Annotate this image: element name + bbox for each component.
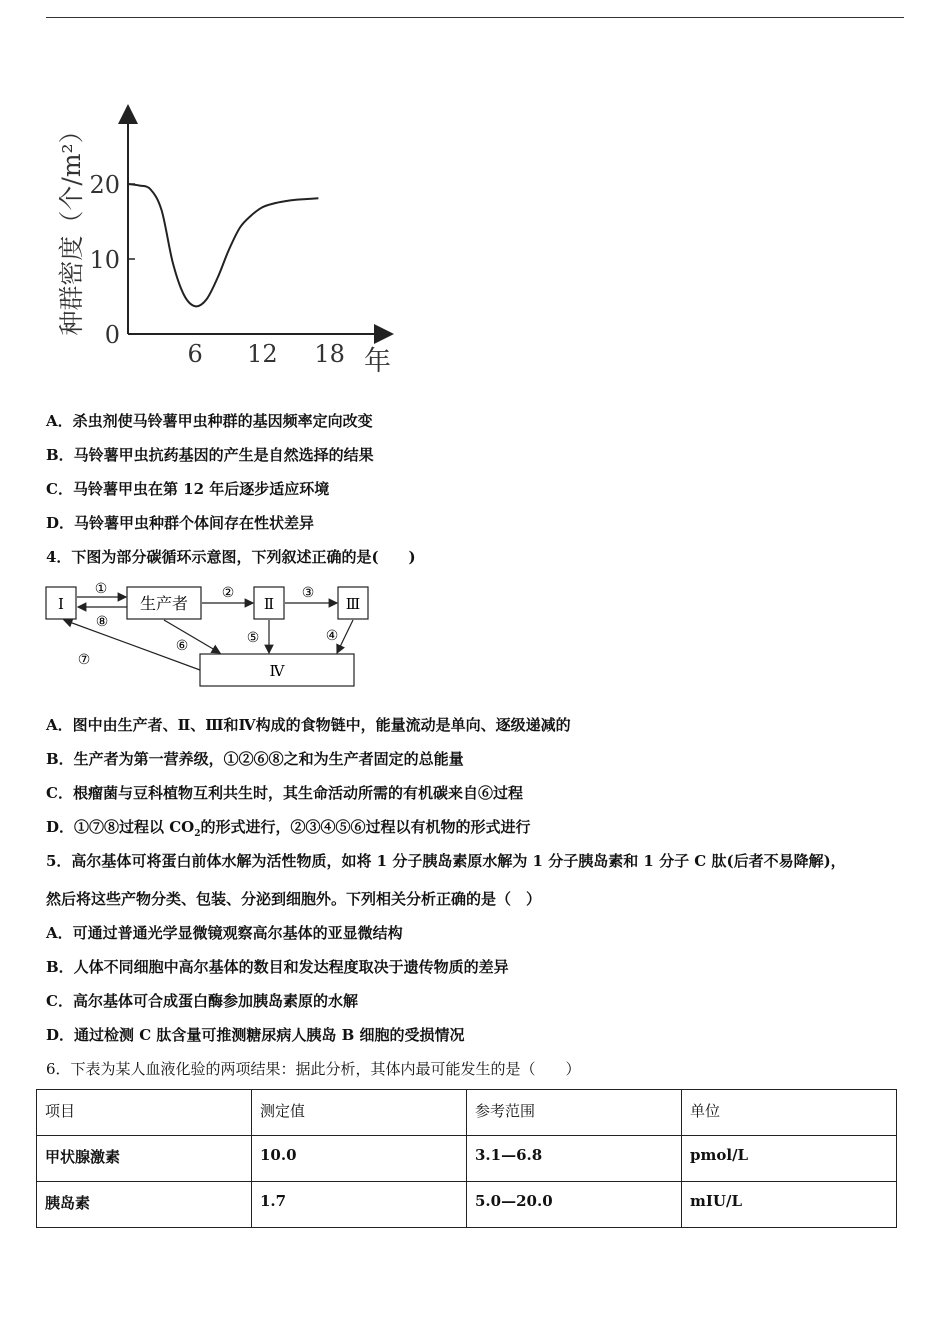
- q4-option-a: A．图中由生产者、Ⅱ、Ⅲ和Ⅳ构成的食物链中，能量流动是单向、逐级递减的: [46, 716, 571, 734]
- cell-measured: 10.0: [252, 1136, 467, 1182]
- cell-unit: pmol/L: [682, 1136, 897, 1182]
- y-axis-label: 种群密度（个/m²）: [57, 118, 86, 336]
- y-tick-label: 0: [104, 321, 120, 349]
- x-tick-label: 6: [187, 340, 203, 368]
- label-6: ⑥: [175, 638, 189, 654]
- q5-stem-line2: 然后将这些产物分类、包装、分泌到细胞外。下列相关分析正确的是（ ）: [46, 890, 542, 908]
- box-3-label: Ⅲ: [345, 595, 361, 613]
- header-reference: 参考范围: [467, 1090, 682, 1136]
- density-curve: [128, 184, 318, 306]
- table-row: [37, 1182, 897, 1228]
- q5-option-d: D．通过检测 C 肽含量可推测糖尿病人胰岛 B 细胞的受损情况: [46, 1026, 465, 1044]
- header-item: 项目: [37, 1090, 252, 1136]
- q5-option-a: A．可通过普通光学显微镜观察高尔基体的亚显微结构: [46, 924, 403, 942]
- q3-option-c: C．马铃薯甲虫在第 12 年后逐步适应环境: [46, 480, 330, 498]
- q4-option-b: B．生产者为第一营养级，①②⑥⑧之和为生产者固定的总能量: [46, 750, 464, 768]
- blood-test-table: [36, 1089, 897, 1228]
- box-producer-label: 生产者: [139, 594, 189, 613]
- cell-reference: 3.1—6.8: [467, 1136, 682, 1182]
- q5-option-c: C．高尔基体可合成蛋白酶参加胰岛素原的水解: [46, 992, 358, 1010]
- y-tick-label: 20: [89, 171, 120, 199]
- header-unit: 单位: [682, 1090, 897, 1136]
- q5-stem-line1: 5．高尔基体可将蛋白前体水解为活性物质，如将 1 分子胰岛素原水解为 1 分子胰岛素和 1 分子 C 肽(后者不易降解)，: [46, 852, 846, 870]
- q5-option-b: B．人体不同细胞中高尔基体的数目和发达程度取决于遗传物质的差异: [46, 958, 509, 976]
- q6-stem: 6．下表为某人血液化验的两项结果：据此分析，其体内最可能发生的是（ ）: [46, 1060, 581, 1078]
- x-tick-label: 18: [314, 340, 345, 368]
- cell-reference: 5.0—20.0: [467, 1182, 682, 1228]
- q4-stem: 4．下图为部分碳循环示意图，下列叙述正确的是( ): [46, 548, 416, 566]
- label-3: ③: [301, 585, 315, 601]
- label-1: ①: [94, 581, 108, 597]
- x-axis-label: 年: [364, 346, 391, 377]
- arrow-4: [337, 620, 353, 653]
- q4-option-c: C．根瘤菌与豆科植物互利共生时，其生命活动所需的有机碳来自⑥过程: [46, 784, 523, 802]
- label-4: ④: [325, 628, 339, 644]
- q3-option-a: A．杀虫剂使马铃薯甲虫种群的基因频率定向改变: [46, 412, 373, 430]
- label-2: ②: [221, 585, 235, 601]
- cell-item: 胰岛素: [37, 1182, 252, 1228]
- carbon-cycle-diagram: [42, 577, 372, 692]
- x-tick-label: 12: [247, 340, 278, 368]
- arrow-6: [164, 620, 220, 653]
- q4-option-d: [46, 817, 531, 844]
- q3-option-b: B．马铃薯甲虫抗药基因的产生是自然选择的结果: [46, 446, 374, 464]
- label-7: ⑦: [77, 652, 91, 668]
- q4-option-d-post: 的形式进行，②③④⑤⑥过程以有机物的形式进行: [200, 818, 531, 836]
- cell-item: 甲状腺激素: [37, 1136, 252, 1182]
- cell-measured: 1.7: [252, 1182, 467, 1228]
- table-header-row: [37, 1090, 897, 1136]
- q4-option-d-sub: 2: [194, 829, 201, 839]
- q4-option-d-pre: D．①⑦⑧过程以 CO: [46, 818, 195, 836]
- y-tick-label: 10: [89, 246, 120, 274]
- label-8: ⑧: [95, 614, 109, 630]
- box-4-label: Ⅳ: [269, 662, 285, 680]
- cell-unit: mIU/L: [682, 1182, 897, 1228]
- box-2-label: Ⅱ: [263, 595, 275, 613]
- q3-option-d: D．马铃薯甲虫种群个体间存在性状差异: [46, 514, 315, 532]
- population-density-chart: [48, 102, 408, 384]
- header-measured: 测定值: [252, 1090, 467, 1136]
- table-row: [37, 1136, 897, 1182]
- label-5: ⑤: [246, 630, 260, 646]
- header-rule: [46, 17, 904, 18]
- box-1-label: Ⅰ: [58, 595, 64, 613]
